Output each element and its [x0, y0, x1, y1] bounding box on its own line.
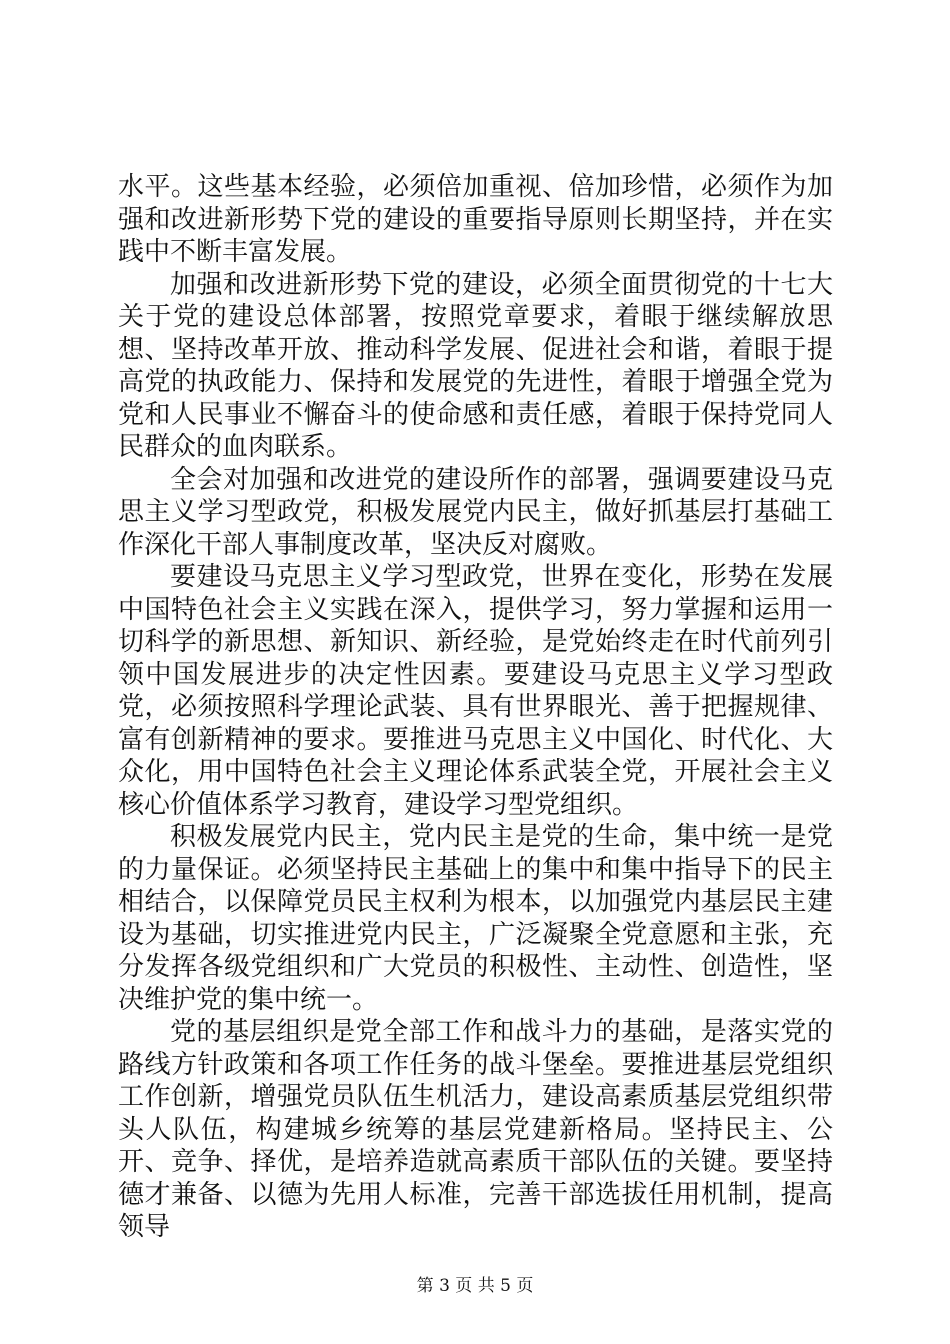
paragraph-6: 党的基层组织是党全部工作和战斗力的基础，是落实党的路线方针政策和各项工作任务的战斗堡垒。要推进基层党组织工作创新，增强党员队伍生机活力，建设高素质基层党组织带头人队伍，构建城乡统筹的基层党建新格局。坚持民主、公开、竞争、择优，是培养造就高素质干部队伍的关键。要坚持德才兼备、以德为先用人标准，完善干部选拔任用机制，提高领导 — [118, 1017, 833, 1242]
paragraph-1: 水平。这些基本经验，必须倍加重视、倍加珍惜，必须作为加强和改进新形势下党的建设的重要指导原则长期坚持，并在实践中不断丰富发展。 — [118, 172, 833, 267]
document-body — [118, 171, 833, 1244]
paragraph-4: 要建设马克思主义学习型政党，世界在变化，形势在发展中国特色社会主义实践在深入，提供学习，努力掌握和运用一切科学的新思想、新知识、新经验，是党始终走在时代前列引领中国发展进步的决定性因素。要建设马克思主义学习型政党，必须按照科学理论武装、具有世界眼光、善于把握规律、富有创新精神的要求。要推进马克思主义中国化、时代化、大众化，用中国特色社会主义理论体系武装全党，开展社会主义核心价值体系学习教育，建设学习型党组织。 — [118, 562, 833, 820]
paragraph-2: 加强和改进新形势下党的建设，必须全面贯彻党的十七大关于党的建设总体部署，按照党章要求，着眼于继续解放思想、坚持改革开放、推动科学发展、促进社会和谐，着眼于提高党的执政能力、保持和发展党的先进性，着眼于增强全党为党和人民事业不懈奋斗的使命感和责任感，着眼于保持党同人民群众的血肉联系。 — [118, 269, 833, 462]
page-number-footer: 第 3 页 共 5 页 — [416, 1276, 534, 1296]
paragraph-5: 积极发展党内民主，党内民主是党的生命，集中统一是党的力量保证。必须坚持民主基础上的集中和集中指导下的民主相结合，以保障党员民主权利为根本，以加强党内基层民主建设为基础，切实推进党内民主，广泛凝聚全党意愿和主张，充分发挥各级党组织和广大党员的积极性、主动性、创造性，坚决维护党的集中统一。 — [118, 822, 833, 1015]
paragraph-3: 全会对加强和改进党的建设所作的部署，强调要建设马克思主义学习型政党，积极发展党内民主，做好抓基层打基础工作深化干部人事制度改革，坚决反对腐败。 — [118, 464, 833, 560]
